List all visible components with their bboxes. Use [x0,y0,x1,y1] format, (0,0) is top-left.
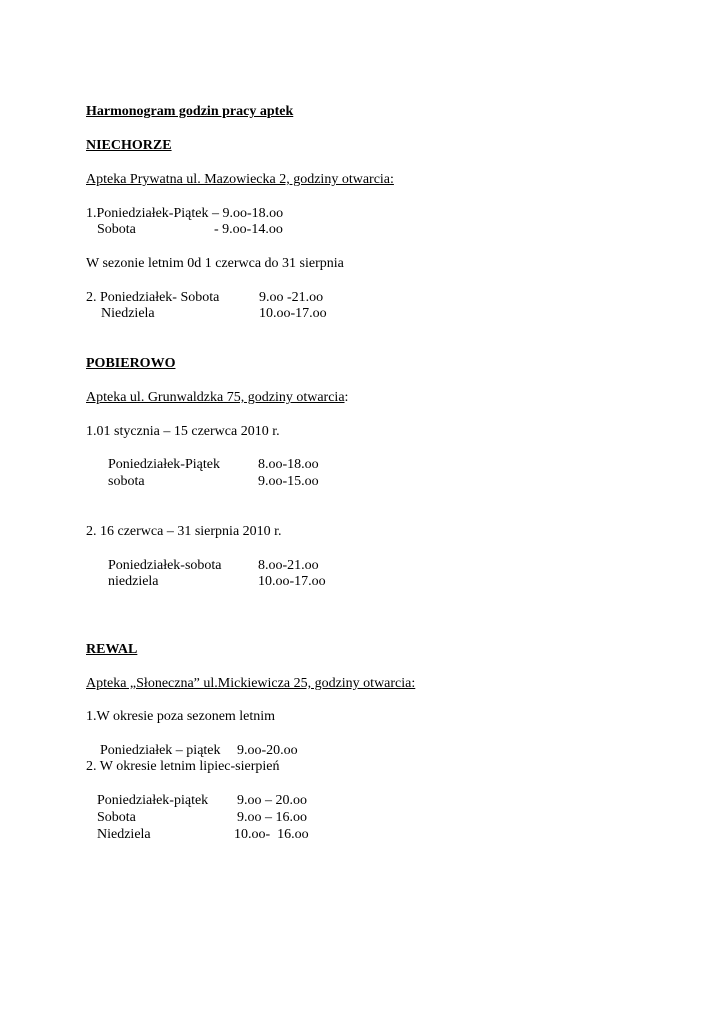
period-heading: 2. 16 czerwca – 31 sierpnia 2010 r. [86,524,282,539]
schedule-day: Poniedziałek-Piątek [108,457,220,472]
schedule-hours: - 9.oo-14.oo [214,222,283,237]
schedule-line: 1.Poniedziałek-Piątek – 9.oo-18.oo [86,206,284,221]
schedule-day: 2. Poniedziałek- Sobota [86,290,220,305]
schedule-day: Poniedziałek-sobota [108,558,222,573]
pharmacy-rewal: Apteka „Słoneczna” ul.Mickiewicza 25, godziny otwarcia: [86,676,416,691]
schedule-hours: 9.oo – 20.oo [237,793,307,808]
period-heading: 1.01 stycznia – 15 czerwca 2010 r. [86,424,280,439]
schedule-day: Sobota [97,222,136,237]
section-heading-niechorze: NIECHORZE [86,138,172,153]
pharmacy-pobierowo: Apteka ul. Grunwaldzka 75, godziny otwarcia: [86,390,349,405]
schedule-hours: 10.oo-17.oo [259,306,327,321]
schedule-day: Niedziela [97,827,151,842]
schedule-hours: 9.oo -21.oo [259,290,324,305]
schedule-day: Niedziela [101,306,155,321]
schedule-hours: 9.oo-20.oo [237,743,298,758]
schedule-hours: 10.oo-17.oo [258,574,326,589]
pharmacy-niechorze: Apteka Prywatna ul. Mazowiecka 2, godziny otwarcia: [86,172,394,187]
season-note: W sezonie letnim 0d 1 czerwca do 31 sierpnia [86,256,344,271]
schedule-hours: 8.oo-21.oo [258,558,319,573]
document-title: Harmonogram godzin pracy aptek [86,104,294,119]
schedule-hours: 9.oo – 16.oo [237,810,307,825]
period-heading: 1.W okresie poza sezonem letnim [86,709,276,724]
section-heading-rewal: REWAL [86,642,138,657]
period-heading: 2. W okresie letnim lipiec-sierpień [86,759,280,774]
schedule-day: Poniedziałek – piątek [100,743,221,758]
schedule-day: Sobota [97,810,136,825]
schedule-day: niedziela [108,574,159,589]
schedule-day: Poniedziałek-piątek [97,793,209,808]
schedule-hours: 9.oo-15.oo [258,474,319,489]
schedule-day: sobota [108,474,145,489]
schedule-hours: 8.oo-18.oo [258,457,319,472]
section-heading-pobierowo: POBIEROWO [86,356,176,371]
schedule-hours: 10.oo- 16.oo [234,827,309,842]
